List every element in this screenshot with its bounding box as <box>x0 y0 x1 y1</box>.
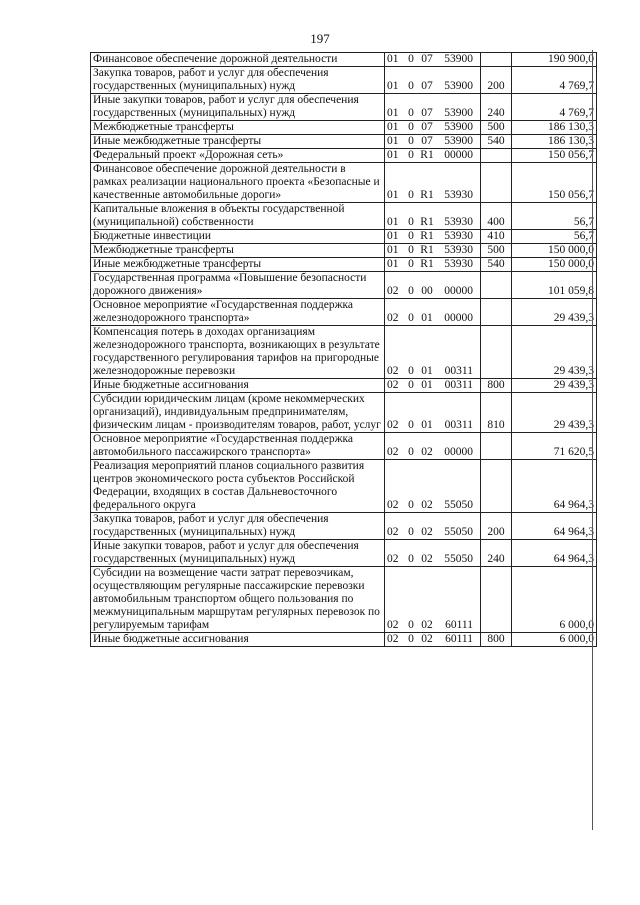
code-part: 55050 <box>444 553 473 565</box>
row-code <box>385 326 481 379</box>
table-row <box>91 567 597 633</box>
row-sum: 150 000,0 <box>512 244 597 258</box>
row-code <box>385 67 481 94</box>
code-part: 01 <box>387 149 399 161</box>
code-part: 01 <box>387 107 399 119</box>
code-part: 55050 <box>444 499 473 511</box>
row-sum: 101 059,8 <box>512 272 597 299</box>
row-expense-type <box>481 299 512 326</box>
code-part: 60111 <box>445 619 473 631</box>
row-sum: 29 439,3 <box>512 379 597 393</box>
scan-edge-line <box>592 50 593 830</box>
code-part: 00000 <box>444 446 473 458</box>
code-part: 01 <box>387 189 399 201</box>
row-sum: 56,7 <box>512 230 597 244</box>
table-row <box>91 540 597 567</box>
row-expense-type <box>481 460 512 513</box>
row-code <box>385 149 481 163</box>
code-part: 0 <box>408 121 414 133</box>
code-part: 07 <box>421 121 433 133</box>
row-expense-type <box>481 567 512 633</box>
row-expense-type: 400 <box>481 203 512 230</box>
table-row <box>91 230 597 244</box>
row-name: Иные закупки товаров, работ и услуг для обеспечения государственных (муниципальных) нужд <box>91 540 385 567</box>
row-code <box>385 258 481 272</box>
table-row <box>91 67 597 94</box>
code-part: 01 <box>387 244 399 256</box>
code-part: 0 <box>408 365 414 377</box>
row-name: Иные закупки товаров, работ и услуг для обеспечения государственных (муниципальных) нужд <box>91 94 385 121</box>
row-code <box>385 393 481 433</box>
code-part: 00000 <box>444 149 473 161</box>
code-part: 02 <box>387 526 399 538</box>
row-expense-type: 800 <box>481 633 512 647</box>
code-part: 0 <box>408 189 414 201</box>
row-code <box>385 513 481 540</box>
row-sum: 29 439,3 <box>512 393 597 433</box>
row-name: Иные бюджетные ассигнования <box>91 379 385 393</box>
row-name: Федеральный проект «Дорожная сеть» <box>91 149 385 163</box>
row-sum: 150 000,0 <box>512 258 597 272</box>
row-code <box>385 135 481 149</box>
row-code <box>385 230 481 244</box>
code-part: 01 <box>387 216 399 228</box>
code-part: 00000 <box>444 285 473 297</box>
code-part: 53900 <box>444 135 473 147</box>
row-sum: 29 439,3 <box>512 326 597 379</box>
row-sum: 64 964,3 <box>512 540 597 567</box>
code-part: 00311 <box>444 379 473 391</box>
table-row <box>91 393 597 433</box>
row-sum: 186 130,3 <box>512 121 597 135</box>
table-row <box>91 513 597 540</box>
row-code <box>385 460 481 513</box>
code-part: 0 <box>408 619 414 631</box>
table-row <box>91 433 597 460</box>
row-expense-type <box>481 149 512 163</box>
code-part: R1 <box>420 244 434 256</box>
row-sum: 29 439,3 <box>512 299 597 326</box>
table-row <box>91 94 597 121</box>
row-expense-type <box>481 163 512 203</box>
code-part: 0 <box>408 446 414 458</box>
code-part: R1 <box>420 230 434 242</box>
row-name: Закупка товаров, работ и услуг для обеспечения государственных (муниципальных) нужд <box>91 67 385 94</box>
code-part: 02 <box>387 446 399 458</box>
code-part: 53900 <box>444 53 473 65</box>
row-code <box>385 163 481 203</box>
code-part: R1 <box>420 189 434 201</box>
row-sum: 6 000,0 <box>512 567 597 633</box>
row-sum: 56,7 <box>512 203 597 230</box>
row-name: Иные бюджетные ассигнования <box>91 633 385 647</box>
code-part: 53900 <box>444 121 473 133</box>
code-part: 02 <box>387 499 399 511</box>
row-name: Иные межбюджетные трансферты <box>91 258 385 272</box>
code-part: R1 <box>420 149 434 161</box>
table-row <box>91 258 597 272</box>
row-expense-type: 200 <box>481 513 512 540</box>
row-name: Бюджетные инвестиции <box>91 230 385 244</box>
code-part: 02 <box>421 446 433 458</box>
row-expense-type: 800 <box>481 379 512 393</box>
row-name: Основное мероприятие «Государственная поддержка железнодорожного транспорта» <box>91 299 385 326</box>
row-name: Финансовое обеспечение дорожной деятельности в рамках реализации национального проекта «Безопасные и качественные автомобильные дороги» <box>91 163 385 203</box>
code-part: 02 <box>387 312 399 324</box>
code-part: 01 <box>387 80 399 92</box>
row-expense-type: 200 <box>481 67 512 94</box>
code-part: 0 <box>408 80 414 92</box>
row-expense-type: 240 <box>481 540 512 567</box>
row-code <box>385 203 481 230</box>
code-part: 01 <box>421 379 433 391</box>
code-part: 07 <box>421 53 433 65</box>
code-part: 02 <box>421 526 433 538</box>
row-sum: 64 964,3 <box>512 513 597 540</box>
code-part: 02 <box>387 619 399 631</box>
row-name: Государственная программа «Повышение безопасности дорожного движения» <box>91 272 385 299</box>
row-sum: 150 056,7 <box>512 163 597 203</box>
row-name: Субсидии на возмещение части затрат перевозчикам, осуществляющим регулярные пассажирские перевозки автомобильным транспортом общего пользования по межмуниципальным маршрутам регулярных перевозок по регулируемым тарифам <box>91 567 385 633</box>
table-row <box>91 272 597 299</box>
row-sum: 71 620,5 <box>512 433 597 460</box>
row-expense-type <box>481 326 512 379</box>
code-part: 0 <box>408 107 414 119</box>
row-code <box>385 299 481 326</box>
row-expense-type: 240 <box>481 94 512 121</box>
table-row <box>91 299 597 326</box>
code-part: 01 <box>387 258 399 270</box>
code-part: 07 <box>421 80 433 92</box>
code-part: 53900 <box>444 80 473 92</box>
row-expense-type <box>481 53 512 67</box>
table-row <box>91 326 597 379</box>
row-expense-type: 540 <box>481 258 512 272</box>
table-row <box>91 460 597 513</box>
row-code <box>385 94 481 121</box>
code-part: 00311 <box>444 365 473 377</box>
code-part: 0 <box>408 499 414 511</box>
code-part: 02 <box>421 619 433 631</box>
row-name: Иные межбюджетные трансферты <box>91 135 385 149</box>
code-part: 02 <box>387 379 399 391</box>
row-code <box>385 244 481 258</box>
code-part: 01 <box>387 230 399 242</box>
row-name: Реализация мероприятий планов социального развития центров экономического роста субъектов Российской Федерации, входящих в состав Дальневосточного федерального округа <box>91 460 385 513</box>
row-name: Межбюджетные трансферты <box>91 244 385 258</box>
code-part: 07 <box>421 107 433 119</box>
row-sum: 190 900,0 <box>512 53 597 67</box>
row-expense-type: 500 <box>481 244 512 258</box>
code-part: 0 <box>408 285 414 297</box>
code-part: 0 <box>408 553 414 565</box>
row-code <box>385 53 481 67</box>
code-part: 01 <box>387 53 399 65</box>
code-part: 53930 <box>444 189 473 201</box>
code-part: 01 <box>421 312 433 324</box>
table-row <box>91 135 597 149</box>
row-expense-type <box>481 272 512 299</box>
row-sum: 4 769,7 <box>512 67 597 94</box>
code-part: 53930 <box>444 244 473 256</box>
code-part: R1 <box>420 258 434 270</box>
code-part: 0 <box>408 216 414 228</box>
code-part: 00000 <box>444 312 473 324</box>
row-name: Капитальные вложения в объекты государственной (муниципальной) собственности <box>91 203 385 230</box>
row-sum: 150 056,7 <box>512 149 597 163</box>
code-part: 01 <box>387 135 399 147</box>
code-part: 02 <box>387 419 399 431</box>
code-part: 0 <box>408 230 414 242</box>
code-part: R1 <box>420 216 434 228</box>
code-part: 01 <box>421 419 433 431</box>
code-part: 02 <box>387 365 399 377</box>
code-part: 01 <box>387 121 399 133</box>
row-code <box>385 567 481 633</box>
code-part: 53930 <box>444 230 473 242</box>
code-part: 0 <box>408 135 414 147</box>
row-expense-type: 500 <box>481 121 512 135</box>
row-name: Финансовое обеспечение дорожной деятельности <box>91 53 385 67</box>
table-row <box>91 203 597 230</box>
row-sum: 4 769,7 <box>512 94 597 121</box>
row-name: Закупка товаров, работ и услуг для обеспечения государственных (муниципальных) нужд <box>91 513 385 540</box>
code-part: 0 <box>408 633 414 645</box>
table-row <box>91 244 597 258</box>
code-part: 0 <box>408 258 414 270</box>
row-expense-type: 540 <box>481 135 512 149</box>
table-row <box>91 53 597 67</box>
row-name: Субсидии юридическим лицам (кроме некоммерческих организаций), индивидуальным предпринимателям, физическим лицам - производителям товаров, работ, услуг <box>91 393 385 433</box>
row-sum: 186 130,3 <box>512 135 597 149</box>
code-part: 01 <box>421 365 433 377</box>
budget-table <box>90 52 597 647</box>
code-part: 02 <box>387 553 399 565</box>
row-expense-type: 410 <box>481 230 512 244</box>
code-part: 0 <box>408 526 414 538</box>
row-code <box>385 272 481 299</box>
code-part: 0 <box>408 419 414 431</box>
code-part: 00311 <box>444 419 473 431</box>
row-expense-type <box>481 433 512 460</box>
code-part: 0 <box>408 244 414 256</box>
table-row <box>91 149 597 163</box>
code-part: 0 <box>408 149 414 161</box>
row-code <box>385 121 481 135</box>
code-part: 0 <box>408 312 414 324</box>
code-part: 02 <box>421 499 433 511</box>
table-row <box>91 379 597 393</box>
code-part: 0 <box>408 379 414 391</box>
row-sum: 64 964,3 <box>512 460 597 513</box>
code-part: 02 <box>421 553 433 565</box>
code-part: 02 <box>387 285 399 297</box>
code-part: 60111 <box>445 633 473 645</box>
code-part: 0 <box>408 53 414 65</box>
row-sum: 6 000,0 <box>512 633 597 647</box>
row-name: Компенсация потерь в доходах организациям железнодорожного транспорта, возникающих в результате государственного регулирования тарифов на пригородные железнодорожные перевозки <box>91 326 385 379</box>
code-part: 02 <box>387 633 399 645</box>
code-part: 00 <box>421 285 433 297</box>
row-name: Межбюджетные трансферты <box>91 121 385 135</box>
table-row <box>91 633 597 647</box>
code-part: 53930 <box>444 258 473 270</box>
code-part: 55050 <box>444 526 473 538</box>
code-part: 53900 <box>444 107 473 119</box>
code-part: 02 <box>421 633 433 645</box>
row-name: Основное мероприятие «Государственная поддержка автомобильного пассажирского транспорта» <box>91 433 385 460</box>
row-code <box>385 540 481 567</box>
row-code <box>385 633 481 647</box>
table-row <box>91 163 597 203</box>
code-part: 07 <box>421 135 433 147</box>
row-code <box>385 433 481 460</box>
code-part: 53930 <box>444 216 473 228</box>
row-code <box>385 379 481 393</box>
table-row <box>91 121 597 135</box>
page-number: 197 <box>310 31 330 46</box>
row-expense-type: 810 <box>481 393 512 433</box>
